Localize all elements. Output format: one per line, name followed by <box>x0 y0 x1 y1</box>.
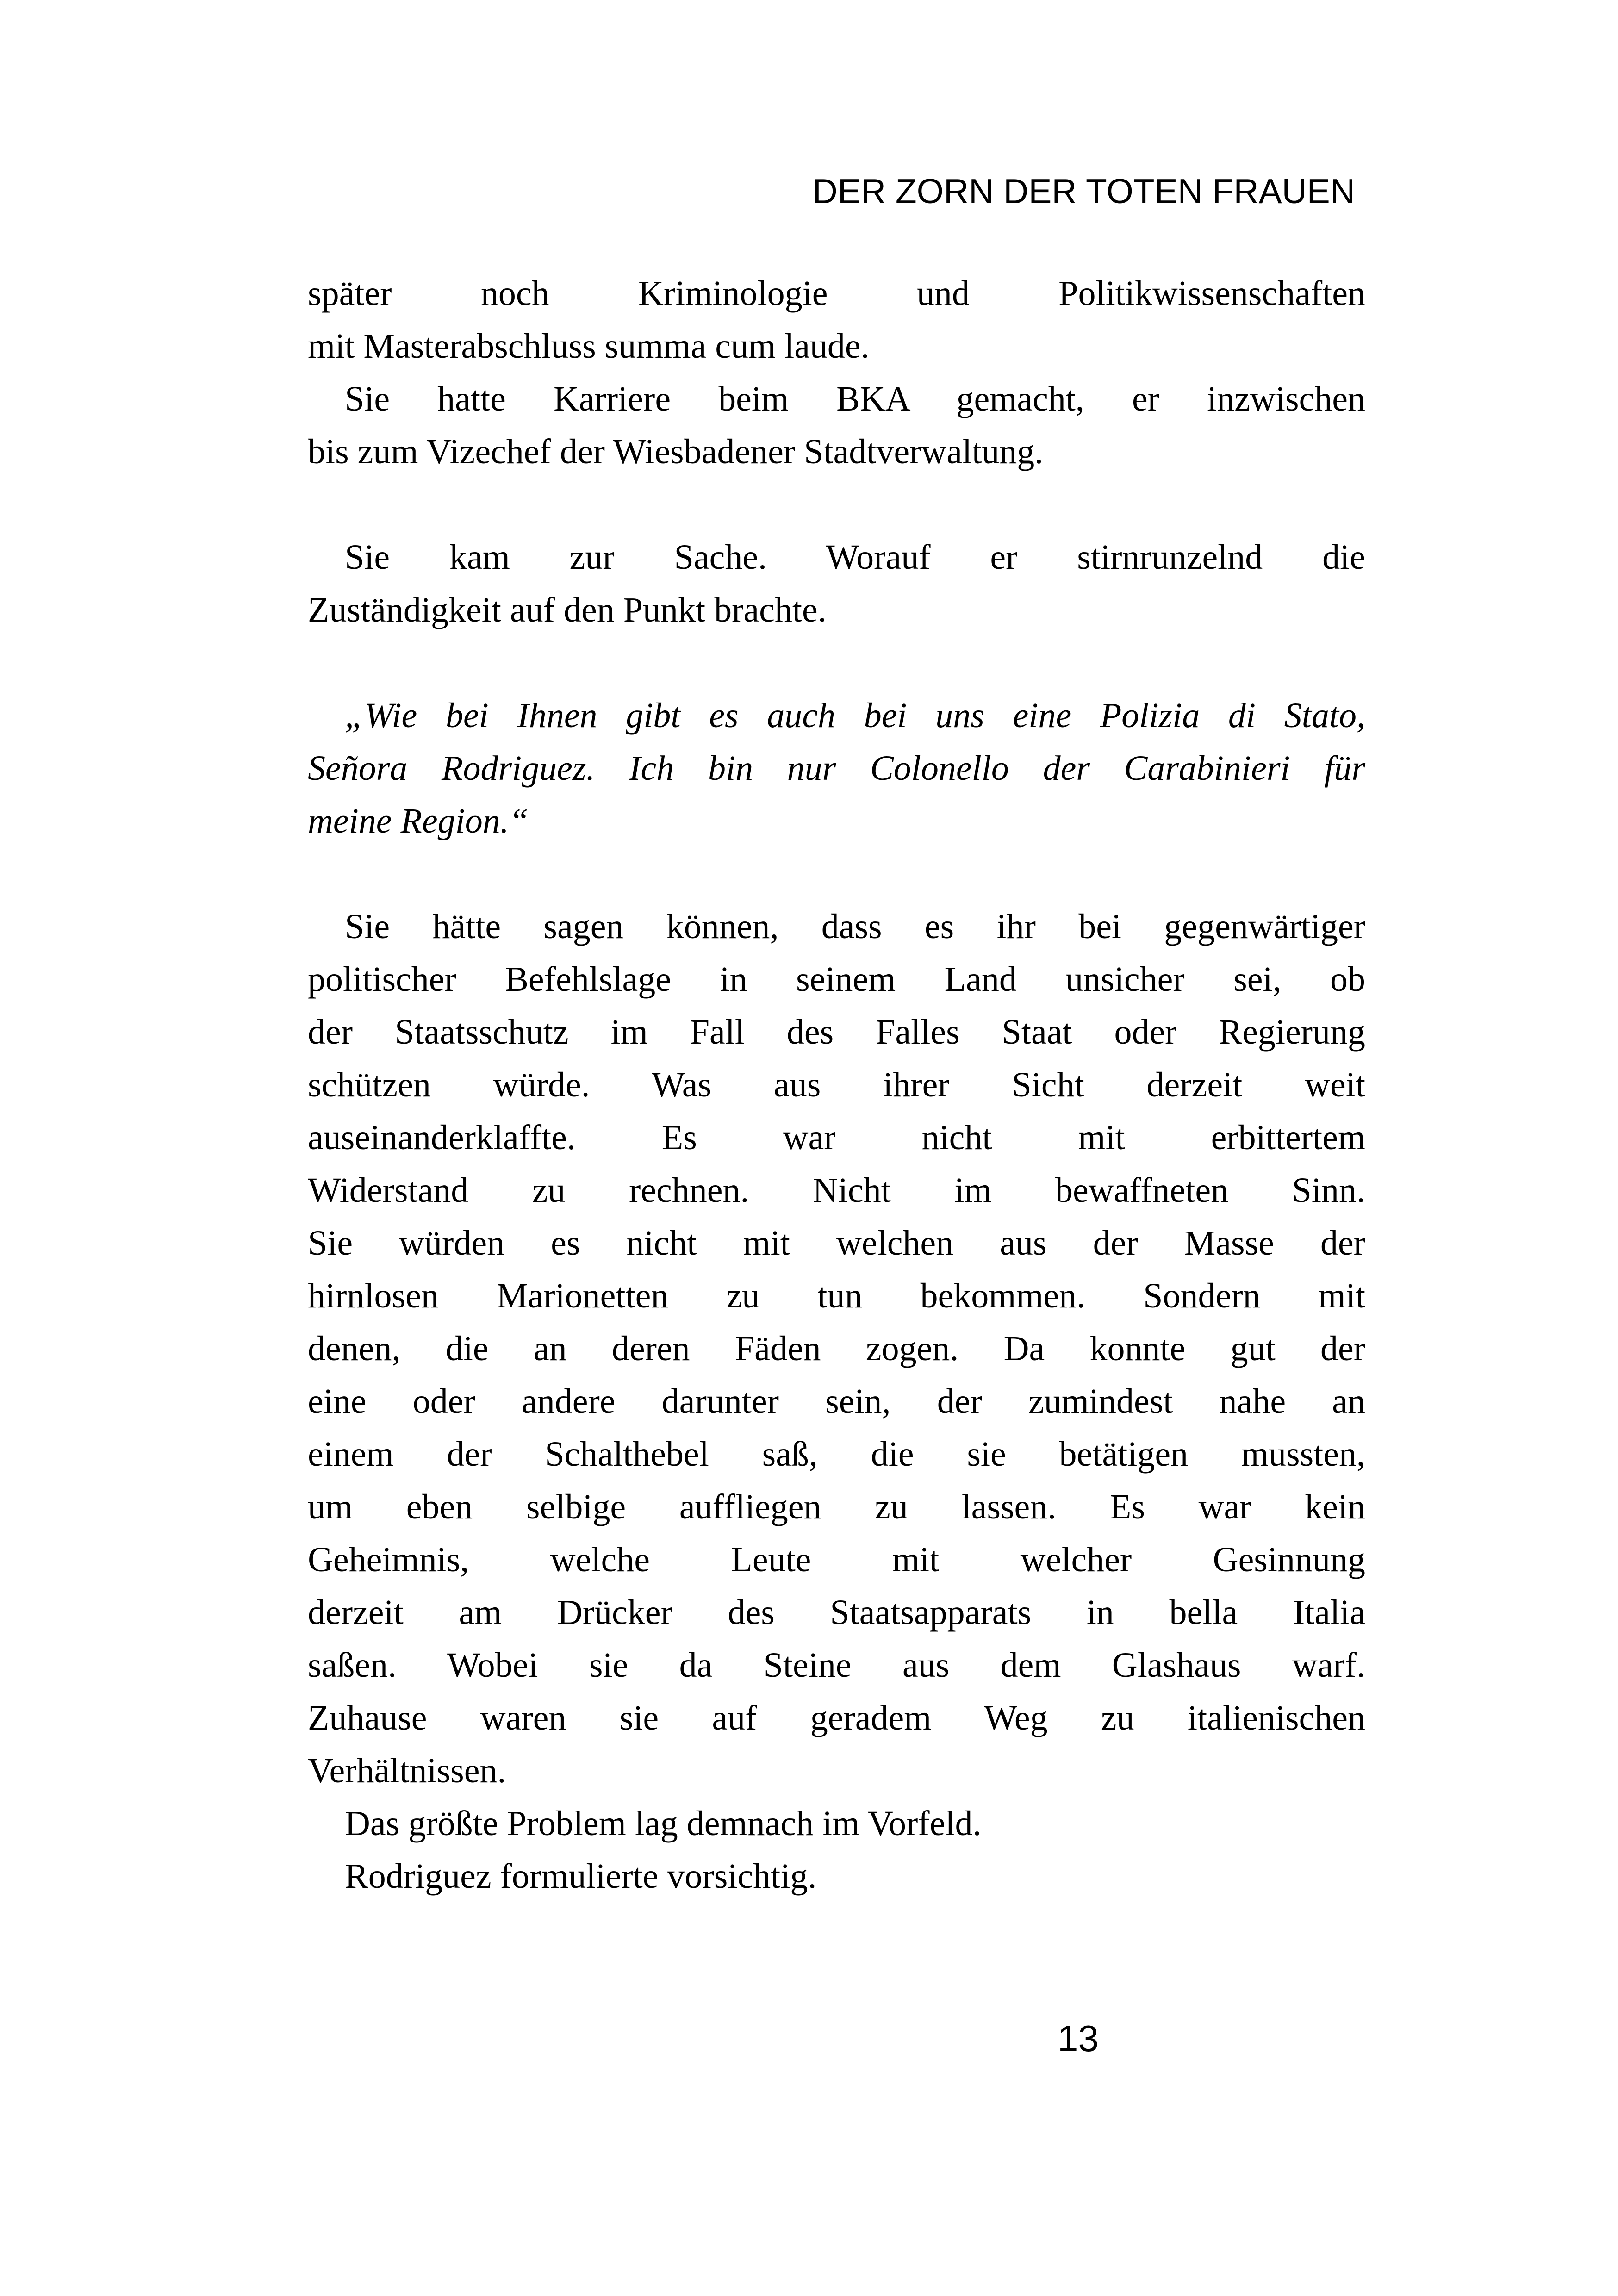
running-head: DER ZORN DER TOTEN FRAUEN <box>812 172 1355 211</box>
text-line: mit Masterabschluss summa cum laude. <box>308 327 870 366</box>
text-line: „Wie bei Ihnen gibt es auch bei uns eine Polizia di Stato, <box>345 696 1365 735</box>
text-line: meine Region.“ <box>308 802 529 840</box>
text-line: Verhältnissen. <box>308 1751 506 1790</box>
text-line: saßen. Wobei sie da Steine aus dem Glashaus warf. <box>308 1646 1365 1685</box>
blank-line <box>308 847 1365 900</box>
blank-line <box>308 478 1365 531</box>
text-line: um eben selbige auffliegen zu lassen. Es war kein <box>308 1487 1365 1526</box>
text-line: Sie hatte Karriere beim BKA gemacht, er inzwischen <box>345 380 1365 418</box>
text-line: später noch Kriminologie und Politikwissenschaften <box>308 274 1365 313</box>
text-line: Geheimnis, welche Leute mit welcher Gesinnung <box>308 1540 1365 1579</box>
text-line: schützen würde. Was aus ihrer Sicht derzeit weit <box>308 1065 1365 1104</box>
text-line: politischer Befehlslage in seinem Land unsicher sei, ob <box>308 960 1365 999</box>
text-line: bis zum Vizechef der Wiesbadener Stadtverwaltung. <box>308 432 1044 471</box>
text-line: derzeit am Drücker des Staatsapparats in bella Italia <box>308 1593 1365 1632</box>
text-line: einem der Schalthebel saß, die sie betätigen mussten, <box>308 1435 1365 1474</box>
text-line: hirnlosen Marionetten zu tun bekommen. Sondern mit <box>308 1276 1365 1315</box>
text-line: der Staatsschutz im Fall des Falles Staat oder Regierung <box>308 1013 1365 1052</box>
text-line: auseinanderklaffte. Es war nicht mit erbittertem <box>308 1118 1365 1157</box>
text-line: Sie hätte sagen können, dass es ihr bei gegenwärtiger <box>345 907 1365 946</box>
text-line: Señora Rodriguez. Ich bin nur Colonello der Carabinieri für <box>308 749 1365 788</box>
text-line: Zuhause waren sie auf geradem Weg zu italienischen <box>308 1699 1365 1737</box>
body-text <box>308 267 1365 1903</box>
text-line: Sie kam zur Sache. Worauf er stirnrunzelnd die <box>345 538 1365 577</box>
text-line: Widerstand zu rechnen. Nicht im bewaffneten Sinn. <box>308 1171 1365 1210</box>
text-line: denen, die an deren Fäden zogen. Da konnte gut der <box>308 1329 1365 1368</box>
text-line: Rodriguez formulierte vorsichtig. <box>345 1857 817 1896</box>
text-line: Sie würden es nicht mit welchen aus der Masse der <box>308 1224 1365 1263</box>
blank-line <box>308 636 1365 689</box>
text-line: Zuständigkeit auf den Punkt brachte. <box>308 591 827 629</box>
page-number: 13 <box>1058 2018 1099 2059</box>
text-line: Das größte Problem lag demnach im Vorfeld. <box>345 1804 982 1843</box>
text-line: eine oder andere darunter sein, der zumindest nahe an <box>308 1382 1365 1421</box>
